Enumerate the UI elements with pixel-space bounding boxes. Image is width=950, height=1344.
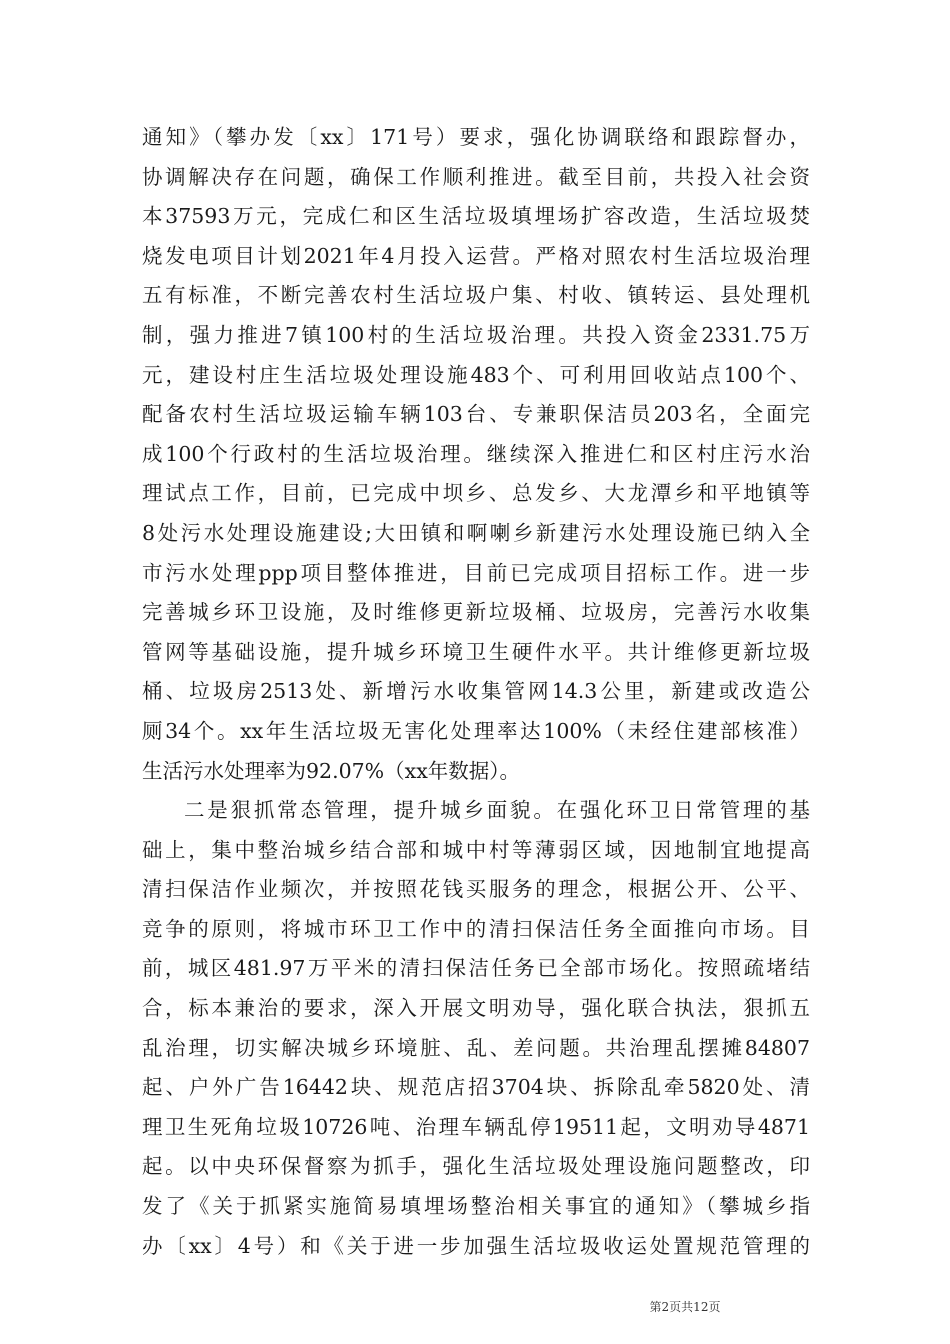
text-line: 通知》（攀办发〔xx〕171号）要求，强化协调联络和跟踪督办， xyxy=(142,125,810,149)
text-line: 配备农村生活垃圾运输车辆103台、专兼职保洁员203名，全面完 xyxy=(142,402,810,427)
text-line: 理卫生死角垃圾10726吨、治理车辆乱停19511起，文明劝导4871 xyxy=(142,1114,810,1139)
page-number-footer: 第2页共12页 xyxy=(649,1300,721,1314)
text-line: 市污水处理ppp项目整体推进，目前已完成项目招标工作。进一步 xyxy=(142,560,810,585)
text-line: 乱治理，切实解决城乡环境脏、乱、差问题。共治理乱摆摊84807 xyxy=(142,1035,810,1060)
text-line: 厕34个。xx年生活垃圾无害化处理率达100%（未经住建部核准） xyxy=(142,718,810,743)
document-body xyxy=(142,118,810,1266)
text-line: 完善城乡环卫设施，及时维修更新垃圾桶、垃圾房，完善污水收集 xyxy=(142,600,810,625)
text-line: 协调解决存在问题，确保工作顺利推进。截至目前，共投入社会资 xyxy=(142,164,810,189)
text-line: 前，城区481.97万平米的清扫保洁任务已全部市场化。按照疏堵结 xyxy=(142,956,810,981)
text-line: 础上，集中整治城乡结合部和城中村等薄弱区域，因地制宜地提高 xyxy=(142,837,810,862)
text-line: 竞争的原则，将城市环卫工作中的清扫保洁任务全面推向市场。目 xyxy=(142,916,810,941)
text-line: 元，建设村庄生活垃圾处理设施483个、可利用回收站点100个、 xyxy=(142,362,810,387)
text-line: 五有标准，不断完善农村生活垃圾户集、村收、镇转运、县处理机 xyxy=(142,283,810,308)
text-line: 清扫保洁作业频次，并按照花钱买服务的理念，根据公开、公平、 xyxy=(142,877,810,902)
text-line: 制，强力推进7镇100村的生活垃圾治理。共投入资金2331.75万 xyxy=(142,322,810,347)
text-line: 发了《关于抓紧实施简易填埋场整治相关事宜的通知》（攀城乡指 xyxy=(142,1194,810,1219)
text-line: 烧发电项目计划2021年4月投入运营。严格对照农村生活垃圾治理 xyxy=(142,243,810,268)
text-line: 起、户外广告16442块、规范店招3704块、拆除乱牵5820处、清 xyxy=(142,1075,810,1100)
text-line: 8处污水处理设施建设;大田镇和啊喇乡新建污水处理设施已纳入全 xyxy=(142,520,810,545)
text-line: 管网等基础设施，提升城乡环境卫生硬件水平。共计维修更新垃圾 xyxy=(142,639,810,664)
text-line: 桶、垃圾房2513处、新增污水收集管网14.3公里，新建或改造公 xyxy=(142,679,810,704)
text-line: 理试点工作，目前，已完成中坝乡、总发乡、大龙潭乡和平地镇等 xyxy=(142,481,810,506)
text-line: 办〔xx〕4号）和《关于进一步加强生活垃圾收运处置规范管理的 xyxy=(142,1233,810,1258)
text-line: 起。以中央环保督察为抓手，强化生活垃圾处理设施问题整改，印 xyxy=(142,1154,810,1179)
paragraph-start-line: 二是狠抓常态管理，提升城乡面貌。在强化环卫日常管理的基 xyxy=(184,798,810,823)
text-line: 本37593万元，完成仁和区生活垃圾填埋场扩容改造，生活垃圾焚 xyxy=(142,204,810,229)
text-line: 成100个行政村的生活垃圾治理。继续深入推进仁和区村庄污水治 xyxy=(142,441,810,466)
text-line: 生活污水处理率为92.07%（xx年数据）。 xyxy=(142,758,521,783)
text-line: 合，标本兼治的要求，深入开展文明劝导，强化联合执法，狠抓五 xyxy=(142,996,810,1021)
